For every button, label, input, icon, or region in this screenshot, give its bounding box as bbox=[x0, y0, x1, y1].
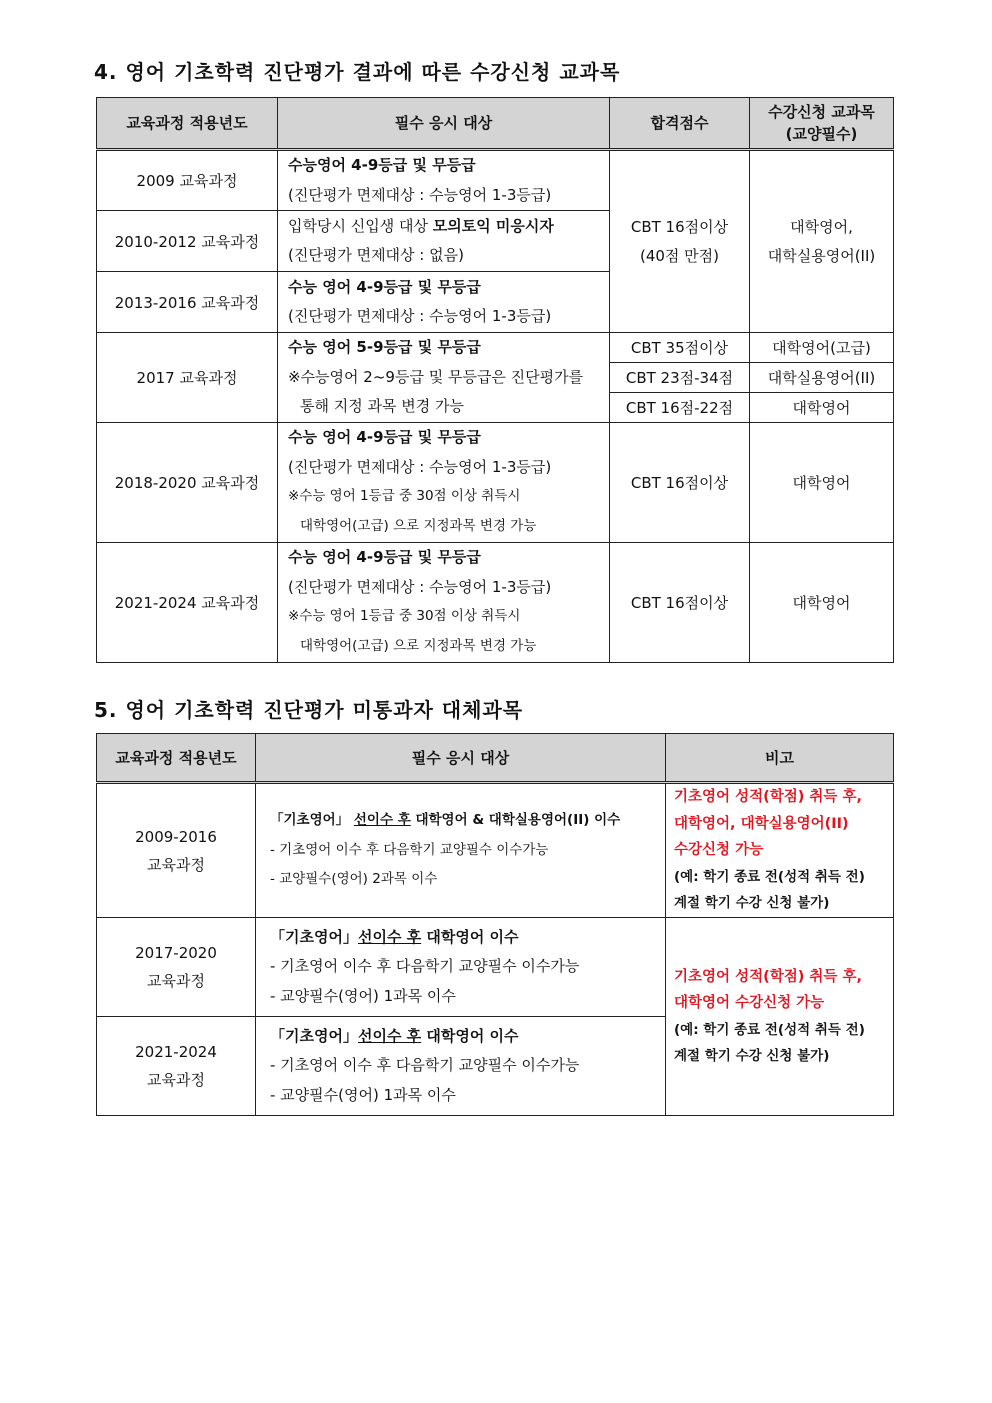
year-cell: 2017-2020 교육과정 bbox=[97, 918, 256, 1017]
header-target: 필수 응시 대상 bbox=[278, 98, 610, 150]
header-year: 교육과정 적용년도 bbox=[97, 98, 278, 150]
course-table-header bbox=[97, 98, 894, 150]
score-cell: CBT 16점-22점 bbox=[610, 392, 750, 422]
target-cell: 수능 영어 5-9등급 및 무등급 ※수능영어 2~9등급 및 무등급은 진단평가를 통해 지정 과목 변경 가능 bbox=[278, 333, 610, 423]
header-target: 필수 응시 대상 bbox=[256, 734, 666, 783]
year-cell: 2009-2016 교육과정 bbox=[97, 783, 256, 918]
year-cell: 2010-2012 교육과정 bbox=[97, 211, 278, 272]
score-cell: CBT 16점이상 bbox=[610, 542, 750, 662]
target-cell: 수능 영어 4-9등급 및 무등급 (진단평가 면제대상 : 수능영어 1-3등급) bbox=[278, 272, 610, 333]
table-row bbox=[97, 150, 894, 211]
course-cell: 대학영어 bbox=[750, 422, 894, 542]
score-cell: CBT 16점이상 bbox=[610, 422, 750, 542]
year-cell: 2021-2024 교육과정 bbox=[97, 542, 278, 662]
target-cell: 수능영어 4-9등급 및 무등급 (진단평가 면제대상 : 수능영어 1-3등급) bbox=[278, 150, 610, 211]
course-cell: 대학영어 bbox=[750, 392, 894, 422]
note-cell: 기초영어 성적(학점) 취득 후, 대학영어 수강신청 가능 (예: 학기 종료 전(성적 취득 전) 계절 학기 수강 신청 불가) bbox=[666, 918, 894, 1116]
target-cell: 「기초영어」선이수 후 대학영어 이수 - 기초영어 이수 후 다음학기 교양필수 이수가능 - 교양필수(영어) 1과목 이수 bbox=[256, 918, 666, 1017]
year-cell: 2021-2024 교육과정 bbox=[97, 1017, 256, 1116]
target-cell: 「기초영어」선이수 후 대학영어 이수 - 기초영어 이수 후 다음학기 교양필수 이수가능 - 교양필수(영어) 1과목 이수 bbox=[256, 1017, 666, 1116]
score-cell: CBT 35점이상 bbox=[610, 333, 750, 363]
year-cell: 2018-2020 교육과정 bbox=[97, 422, 278, 542]
header-course: 수강신청 교과목 (교양필수) bbox=[750, 98, 894, 150]
target-cell: 수능 영어 4-9등급 및 무등급 (진단평가 면제대상 : 수능영어 1-3등급) ※수능 영어 1등급 중 30점 이상 취득시 대학영어(고급) 으로 지정과목 변경 가능 bbox=[278, 542, 610, 662]
header-note: 비고 bbox=[666, 734, 894, 783]
target-cell: 수능 영어 4-9등급 및 무등급 (진단평가 면제대상 : 수능영어 1-3등급) ※수능 영어 1등급 중 30점 이상 취득시 대학영어(고급) 으로 지정과목 변경 가능 bbox=[278, 422, 610, 542]
section-4-title: 4. 영어 기초학력 진단평가 결과에 따른 수강신청 교과목 bbox=[94, 60, 621, 84]
table-row bbox=[97, 542, 894, 662]
course-cell: 대학실용영어(II) bbox=[750, 362, 894, 392]
section-5-title: 5. 영어 기초학력 진단평가 미통과자 대체과목 bbox=[94, 698, 524, 722]
course-cell: 대학영어, 대학실용영어(II) bbox=[750, 150, 894, 333]
course-cell: 대학영어 bbox=[750, 542, 894, 662]
substitute-table-header bbox=[97, 734, 894, 783]
score-cell: CBT 16점이상 (40점 만점) bbox=[610, 150, 750, 333]
target-cell: 「기초영어」 선이수 후 대학영어 & 대학실용영어(II) 이수 - 기초영어 이수 후 다음학기 교양필수 이수가능 - 교양필수(영어) 2과목 이수 bbox=[256, 783, 666, 918]
note-cell: 기초영어 성적(학점) 취득 후, 대학영어, 대학실용영어(II) 수강신청 가능 (예: 학기 종료 전(성적 취득 전) 계절 학기 수강 신청 불가) bbox=[666, 783, 894, 918]
course-cell: 대학영어(고급) bbox=[750, 333, 894, 363]
substitute-table bbox=[96, 733, 894, 1116]
table-row bbox=[97, 333, 894, 363]
year-cell: 2017 교육과정 bbox=[97, 333, 278, 423]
table-row bbox=[97, 918, 894, 1017]
year-cell: 2009 교육과정 bbox=[97, 150, 278, 211]
year-cell: 2013-2016 교육과정 bbox=[97, 272, 278, 333]
table-row bbox=[97, 422, 894, 542]
header-score: 합격점수 bbox=[610, 98, 750, 150]
score-cell: CBT 23점-34점 bbox=[610, 362, 750, 392]
header-year: 교육과정 적용년도 bbox=[97, 734, 256, 783]
target-cell: 입학당시 신입생 대상 모의토익 미응시자 (진단평가 면제대상 : 없음) bbox=[278, 211, 610, 272]
course-table bbox=[96, 97, 894, 663]
table-row bbox=[97, 783, 894, 918]
